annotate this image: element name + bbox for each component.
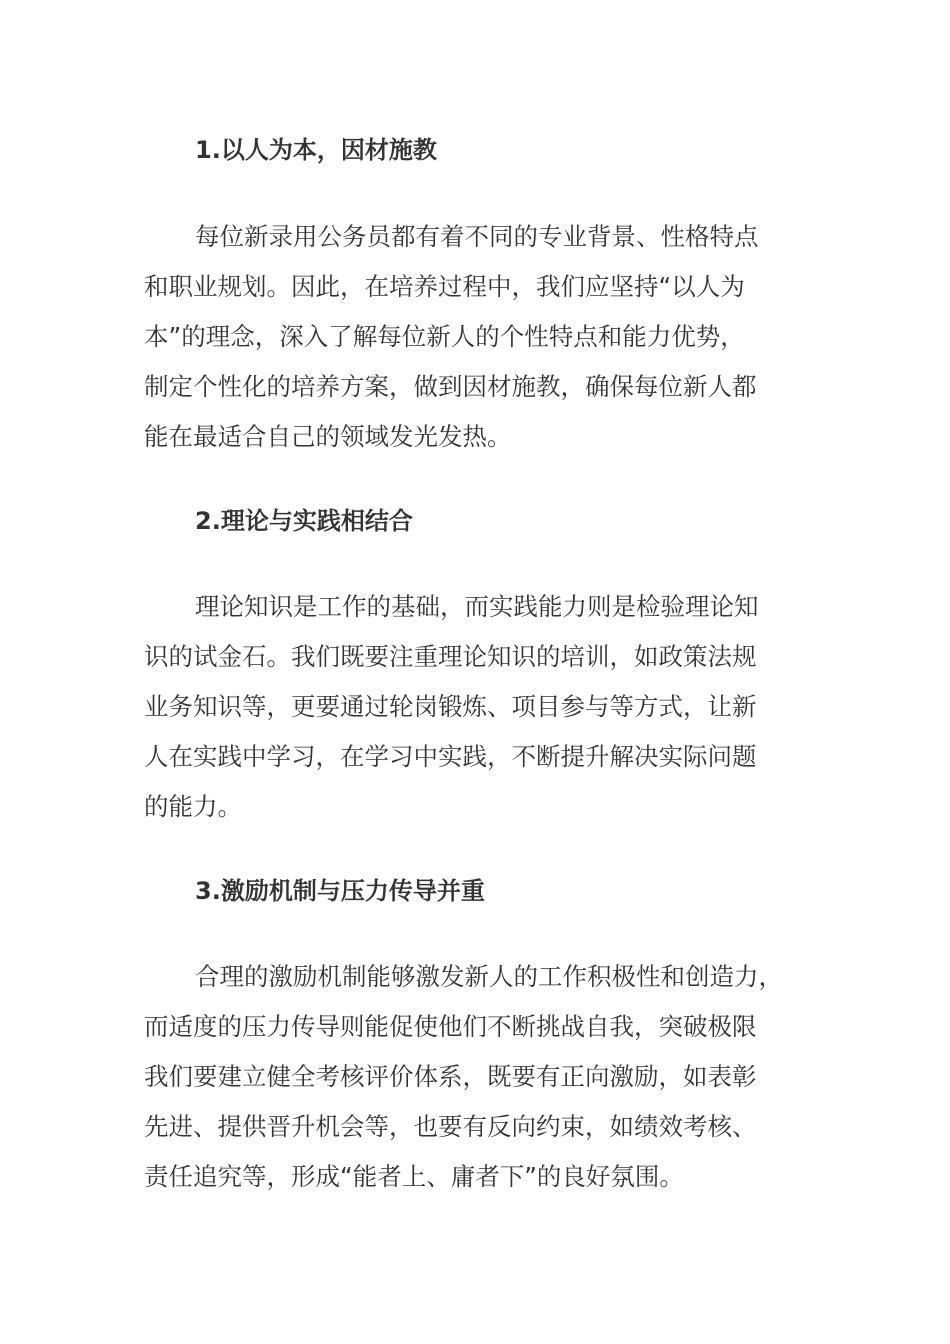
paragraph-line: 责任追究等，形成“能者上、庸者下”的良好氛围。 — [144, 1162, 684, 1191]
paragraph-line: 能在最适合自己的领域发光发热。 — [144, 422, 512, 451]
paragraph-line: 和职业规划。因此，在培养过程中，我们应坚持“以人为 — [144, 272, 745, 301]
paragraph-line: 每位新录用公务员都有着不同的专业背景、性格特点 — [195, 222, 759, 251]
paragraph-line: 制定个性化的培养方案，做到因材施教，确保每位新人都 — [144, 372, 757, 401]
section-2-heading: 2.理论与实践相结合 — [195, 507, 413, 535]
paragraph-line: 的能力。 — [144, 792, 242, 821]
paragraph-line: 本”的理念，深入了解每位新人的个性特点和能力优势， — [144, 322, 745, 351]
section-1-paragraph — [144, 212, 834, 462]
paragraph-line: 我们要建立健全考核评价体系，既要有正向激励，如表彰 — [144, 1062, 757, 1091]
section-2-paragraph — [144, 582, 834, 832]
section-1-heading: 1.以人为本，因材施教 — [195, 136, 437, 164]
paragraph-line: 先进、提供晋升机会等，也要有反向约束，如绩效考核、 — [144, 1112, 757, 1141]
section-3-paragraph — [144, 952, 834, 1202]
paragraph-line: 理论知识是工作的基础，而实践能力则是检验理论知 — [195, 592, 759, 621]
paragraph-line: 人在实践中学习，在学习中实践，不断提升解决实际问题 — [144, 742, 757, 771]
paragraph-line: 识的试金石。我们既要注重理论知识的培训，如政策法规 — [144, 642, 757, 671]
paragraph-line: 合理的激励机制能够激发新人的工作积极性和创造力， — [195, 962, 783, 991]
section-3-heading: 3.激励机制与压力传导并重 — [195, 877, 485, 905]
paragraph-line: 业务知识等，更要通过轮岗锻炼、项目参与等方式，让新 — [144, 692, 757, 721]
paragraph-line: 而适度的压力传导则能促使他们不断挑战自我，突破极限 — [144, 1012, 757, 1041]
